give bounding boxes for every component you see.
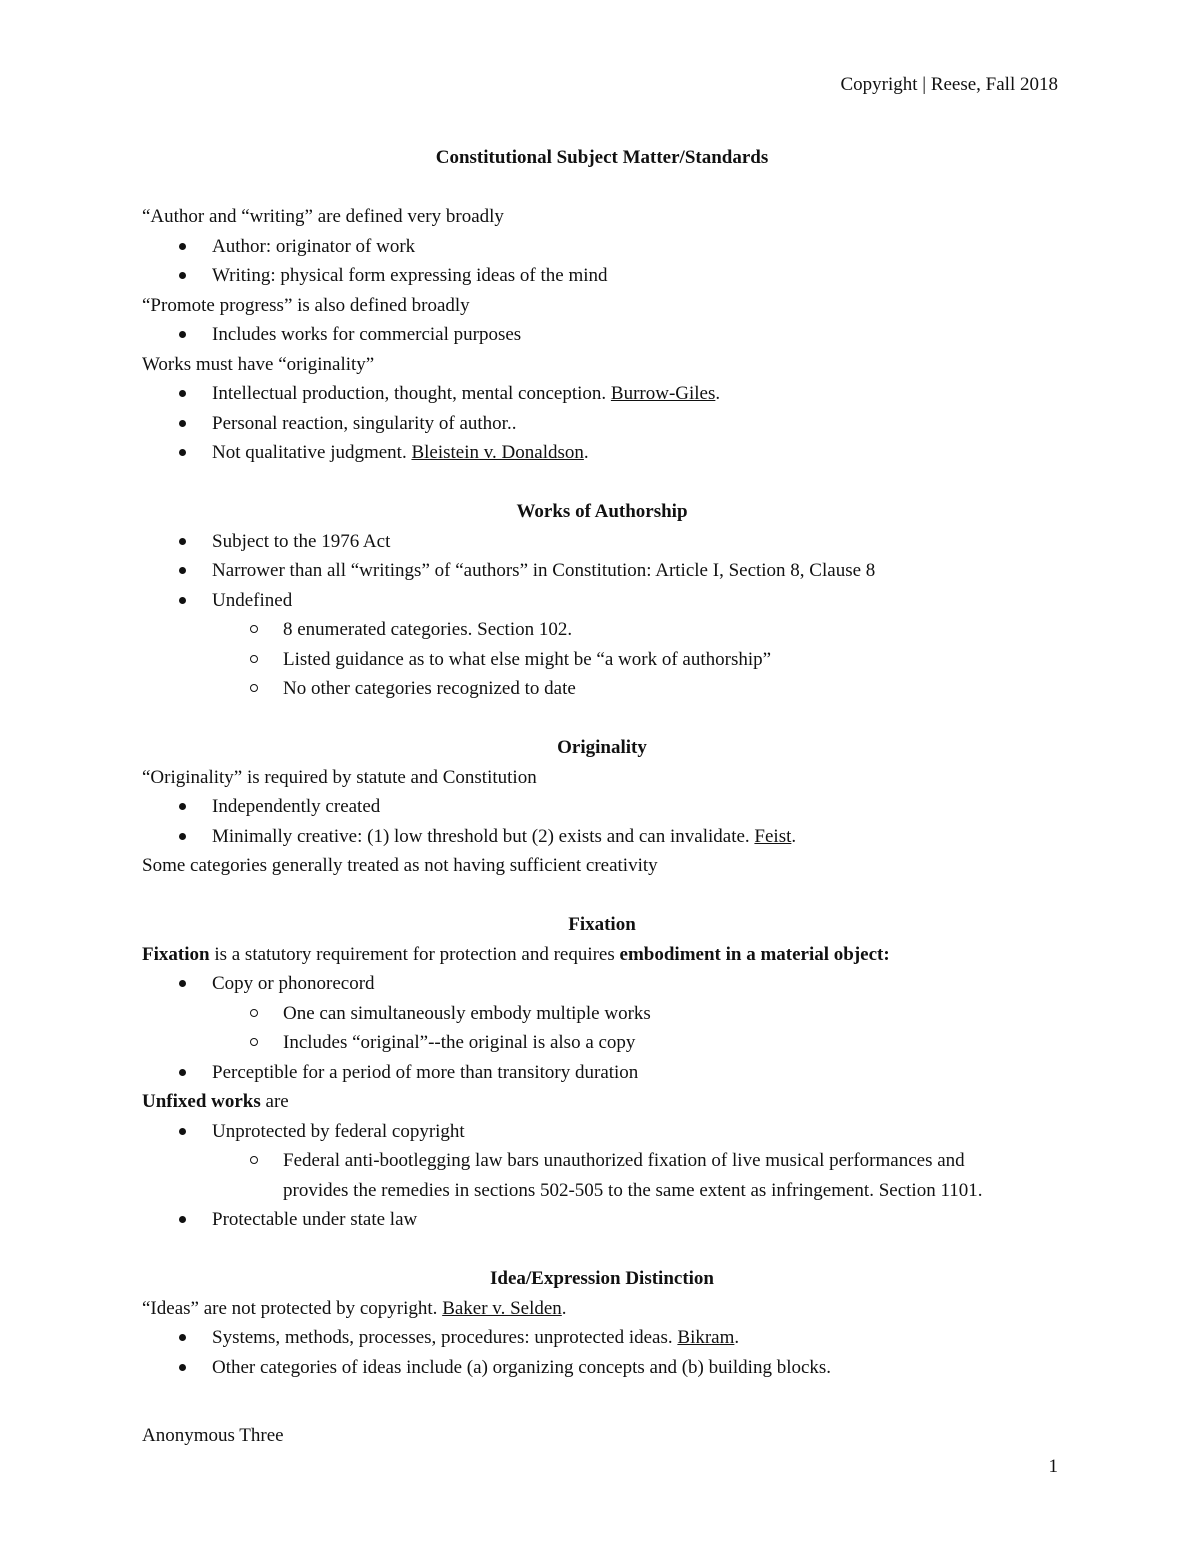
paragraph: “Promote progress” is also defined broadly <box>142 294 470 316</box>
paragraph <box>142 1087 1062 1117</box>
paragraph: “Originality” is required by statute and Constitution <box>142 766 537 788</box>
bullet-text: Minimally creative: (1) low threshold but (2) exists and can invalidate. <box>212 825 755 847</box>
bullet-item: Copy or phonorecord <box>142 969 1062 999</box>
bullet-list <box>142 1205 1062 1235</box>
bullet-item: Includes works for commercial purposes <box>142 320 1062 350</box>
paragraph-text: is a statutory requirement for protection and requires <box>209 943 620 965</box>
bullet-item: Protectable under state law <box>142 1205 1062 1235</box>
bullet-text: Not qualitative judgment. <box>212 442 412 463</box>
sub-bullet-list <box>142 615 1062 704</box>
paragraph <box>142 1294 1062 1324</box>
bullet-list <box>142 527 1062 616</box>
case-citation-bikram: Bikram <box>677 1327 735 1348</box>
bullet-item: Narrower than all “writings” of “authors” in Constitution: Article I, Section 8, Clause 8 <box>142 556 1062 586</box>
bullet-item: Unprotected by federal copyright <box>142 1117 1062 1147</box>
bullet-item: Undefined <box>142 586 1062 616</box>
sub-bullet-item: Includes “original”--the original is also a copy <box>142 1028 1062 1058</box>
sub-bullet-list <box>142 999 1062 1058</box>
bullet-list <box>142 320 1062 350</box>
bullet-list <box>142 1117 1062 1147</box>
bullet-item: Independently created <box>142 792 1062 822</box>
sub-bullet-list <box>142 1146 1062 1205</box>
paragraph <box>142 940 1062 970</box>
bullet-item: Other categories of ideas include (a) organizing concepts and (b) building blocks. <box>142 1353 1062 1383</box>
sub-bullet-item: Listed guidance as to what else might be “a work of authorship” <box>142 645 1062 675</box>
punctuation: . <box>561 1297 567 1319</box>
bullet-item <box>142 1323 1062 1353</box>
bullet-list <box>142 792 1062 851</box>
section-heading-originality: Originality <box>557 737 647 758</box>
bullet-list <box>142 969 1062 999</box>
bold-term: Unfixed works <box>142 1091 261 1112</box>
bullet-item: Author: originator of work <box>142 232 1062 262</box>
line: provides the remedies in sections 502-505 to the same extent as infringement. Section 1101. <box>283 1179 983 1201</box>
bullet-text: Systems, methods, processes, procedures: unprotected ideas. <box>212 1327 678 1348</box>
page-header: Copyright | Reese, Fall 2018 <box>840 74 1058 95</box>
paragraph: Works must have “originality” <box>142 353 375 375</box>
bullet-item: Writing: physical form expressing ideas of the mind <box>142 261 1062 291</box>
section-heading-fixation: Fixation <box>568 914 636 935</box>
section-heading-constitutional: Constitutional Subject Matter/Standards <box>435 147 769 168</box>
punctuation: . <box>715 383 721 404</box>
sub-bullet-item <box>142 1146 1062 1205</box>
document-body <box>142 143 1062 1382</box>
paragraph-text: are <box>260 1091 289 1112</box>
paragraph-text: “Ideas” are not protected by copyright. <box>142 1297 443 1319</box>
bold-term: Fixation <box>142 943 210 965</box>
bullet-list <box>142 1323 1062 1382</box>
sub-bullet-item: One can simultaneously embody multiple works <box>142 999 1062 1029</box>
case-citation-feist: Feist <box>754 825 792 847</box>
bullet-list <box>142 1058 1062 1088</box>
section-heading-works: Works of Authorship <box>516 501 688 522</box>
punctuation: . <box>734 1327 740 1348</box>
sub-bullet-item: No other categories recognized to date <box>142 674 1062 704</box>
punctuation: . <box>583 442 589 463</box>
punctuation: . <box>791 825 797 847</box>
page-footer-author: Anonymous Three <box>142 1425 284 1446</box>
page-number: 1 <box>1048 1456 1058 1477</box>
paragraph: “Author and “writing” are defined very broadly <box>142 206 504 227</box>
bullet-item: Perceptible for a period of more than transitory duration <box>142 1058 1062 1088</box>
case-citation-burrow-giles: Burrow-Giles <box>610 383 716 404</box>
bullet-item: Personal reaction, singularity of author.. <box>142 409 1062 439</box>
bold-term: embodiment in a material object: <box>619 943 890 965</box>
section-heading-idea-expression: Idea/Expression Distinction <box>490 1268 714 1289</box>
paragraph: Some categories generally treated as not having sufficient creativity <box>142 855 658 876</box>
bullet-item: Subject to the 1976 Act <box>142 527 1062 557</box>
sub-bullet-item: 8 enumerated categories. Section 102. <box>142 615 1062 645</box>
bullet-list <box>142 232 1062 291</box>
bullet-item <box>142 379 1062 409</box>
bullet-text: Intellectual production, thought, mental conception. <box>212 383 611 404</box>
bullet-item <box>142 822 1062 852</box>
bullet-list <box>142 379 1062 468</box>
case-citation-baker: Baker v. Selden <box>442 1297 562 1319</box>
line: Federal anti-bootlegging law bars unauthorized fixation of live musical performances and <box>283 1150 965 1171</box>
bullet-item <box>142 438 1062 468</box>
case-citation-bleistein: Bleistein v. Donaldson <box>411 442 584 463</box>
